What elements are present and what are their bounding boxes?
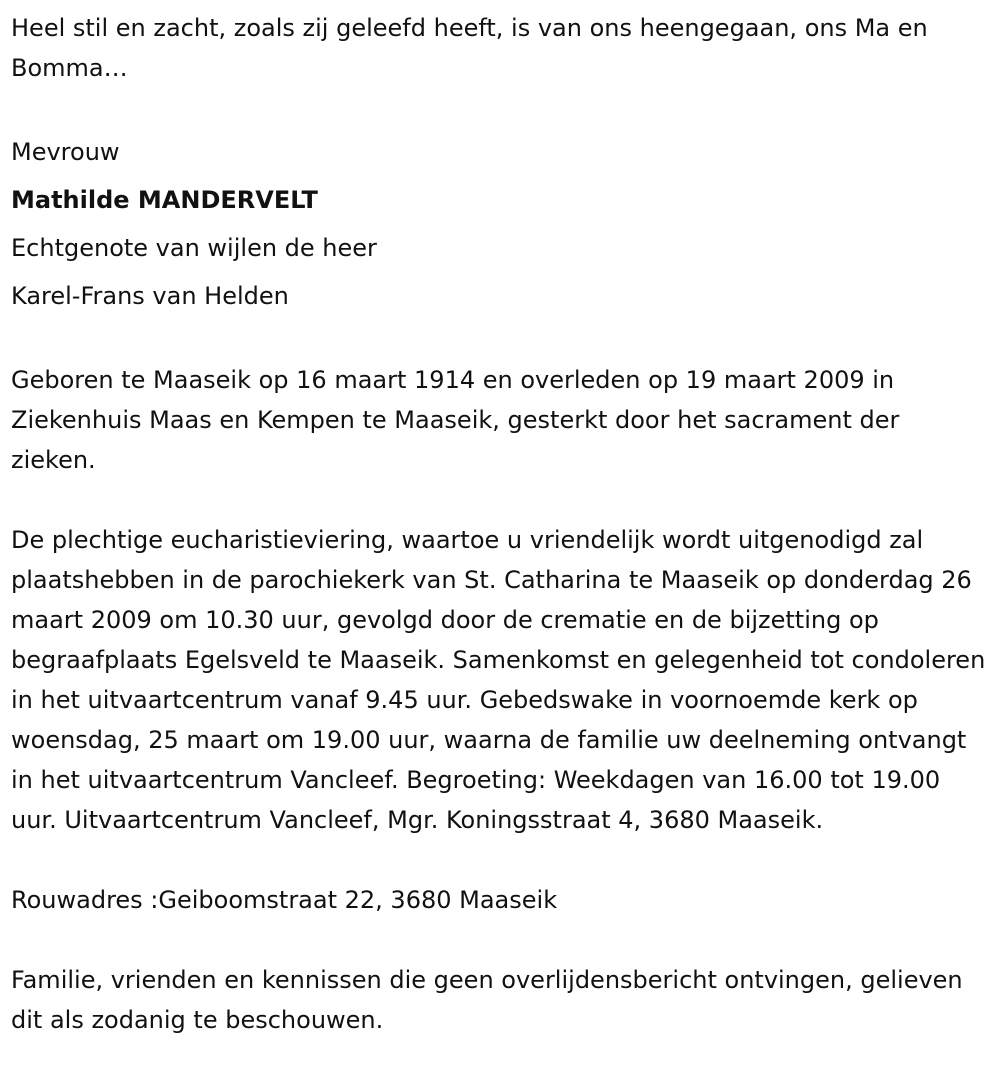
deceased-name: Mathilde MANDERVELT <box>11 186 318 214</box>
spacer <box>11 920 1000 960</box>
closing-text: Familie, vrienden en kennissen die geen overlijdensbericht ontvingen, gelieven dit als zodanig te beschouwen. <box>11 966 971 1034</box>
ceremony-text: De plechtige eucharistieviering, waartoe u vriendelijk wordt uitgenodigd zal plaatshebben in de parochiekerk van St. Catharina te Maaseik op donderdag 26 maart 2009 om 10.30 uur, gevolgd door de crematie en de bijzetting op begraafplaats Egelsveld te Maaseik. Samenkomst en gelegenheid tot condoleren in het uitvaartcentrum vanaf 9.45 uur. Gebedswake in voornoemde kerk op woensdag, 25 maart om 19.00 uur, waarna de familie uw deelneming ontvangt in het uitvaartcentrum Vancleef. Begroeting: Weekdagen van 16.00 tot 19.00 uur. Uitvaartcentrum Vancleef, Mgr. Koningsstraat 4, 3680 Maaseik. <box>11 526 993 834</box>
salutation: Mevrouw <box>11 138 120 166</box>
spacer <box>11 840 1000 880</box>
spacer <box>11 88 1000 128</box>
mourning-address: Rouwadres :Geiboomstraat 22, 3680 Maaseik <box>11 886 558 914</box>
spouse-line-2: Karel-Frans van Helden <box>11 282 289 310</box>
intro-text: Heel stil en zacht, zoals zij geleefd heeft, is van ons heengegaan, ons Ma en Bomma… <box>11 14 936 82</box>
spouse-line-1: Echtgenote van wijlen de heer <box>11 234 377 262</box>
birth-death-text: Geboren te Maaseik op 16 maart 1914 en overleden op 19 maart 2009 in Ziekenhuis Maas en Kempen te Maaseik, gesterkt door het sacrament der zieken. <box>11 366 908 474</box>
spacer <box>11 320 1000 360</box>
spacer <box>11 480 1000 520</box>
